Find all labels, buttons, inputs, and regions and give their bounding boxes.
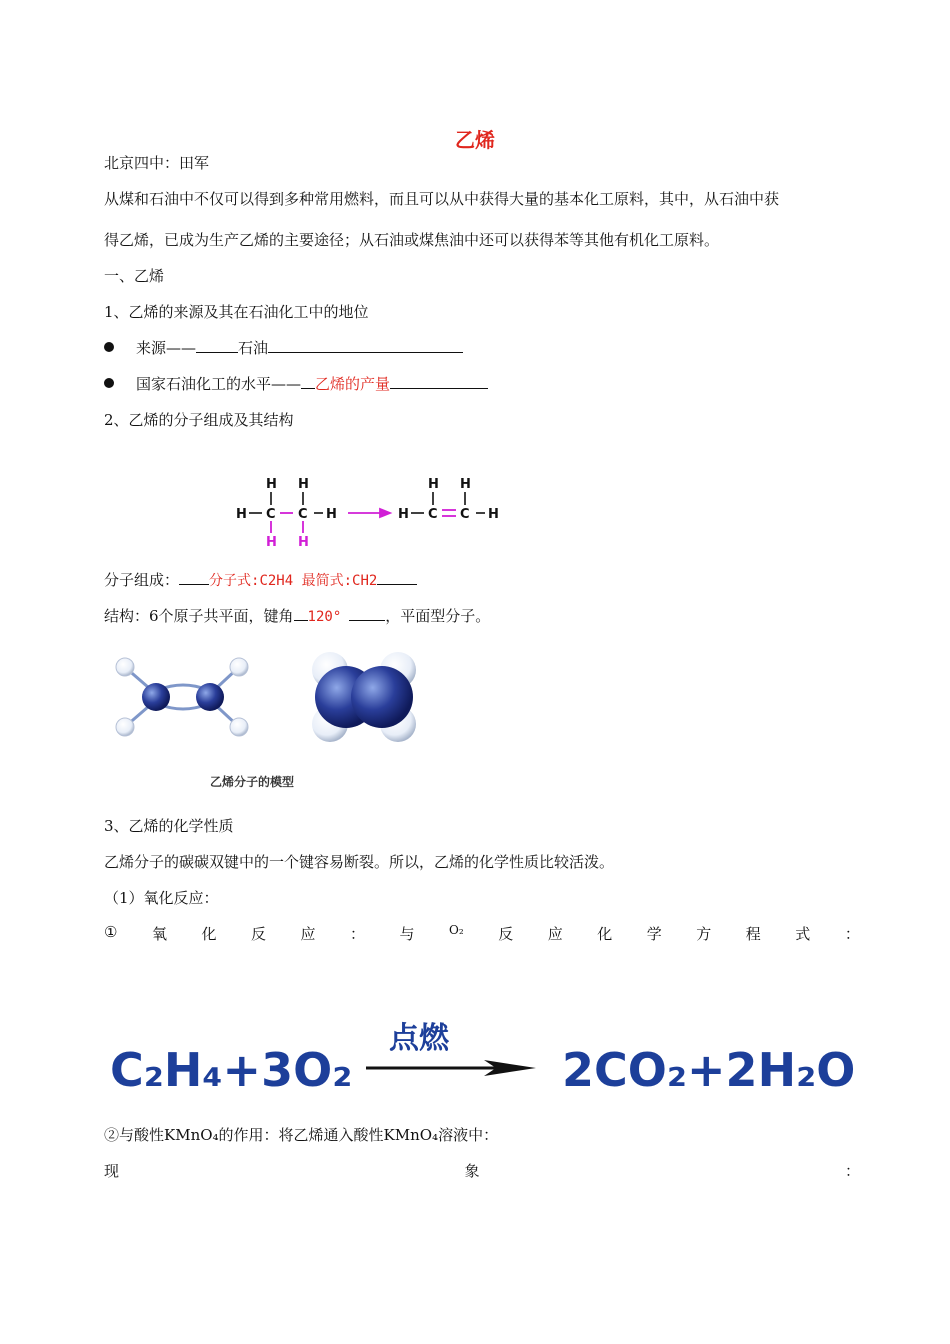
chemical-properties-text: 乙烯分子的碳碳双键中的一个键容易断裂。所以，乙烯的化学性质比较活泼。 xyxy=(104,853,615,871)
reaction-char: 化 xyxy=(201,925,217,943)
phenomenon-char: ： xyxy=(844,1162,860,1180)
atom-h: H xyxy=(326,507,337,522)
bullet-dot xyxy=(104,378,114,388)
bullet-source-label: 来源—— xyxy=(136,339,197,357)
structure-tail: ，平面型分子。 xyxy=(385,607,491,625)
subheading-structure: 2、乙烯的分子组成及其结构 xyxy=(104,411,294,429)
subheading-chemical-properties: 3、乙烯的化学性质 xyxy=(104,817,234,835)
intro-line-1: 从煤和石油中不仅可以得到多种常用燃料，而且可以从中获得大量的基本化工原料，其中，从石油中获 xyxy=(104,190,780,208)
author-line: 北京四中：田军 xyxy=(104,154,210,172)
reaction-char: ： xyxy=(844,925,860,943)
section-heading-ethylene: 一、乙烯 xyxy=(104,267,165,285)
atom-c: C xyxy=(460,507,470,522)
atom-h: H xyxy=(488,507,499,522)
fill-blank xyxy=(377,569,417,585)
atom-h: H xyxy=(428,477,439,492)
page-title: 乙烯 xyxy=(455,128,495,152)
bond-angle-answer: 120° xyxy=(307,609,342,625)
atom-c: C xyxy=(298,507,308,522)
reaction-char: 方 xyxy=(696,925,712,943)
reaction-char: 式 xyxy=(795,925,811,943)
reaction-line-1 xyxy=(104,923,860,944)
reaction-char: 化 xyxy=(597,925,613,943)
reaction-char: O₂ xyxy=(449,923,464,937)
reaction-char: 程 xyxy=(745,925,761,943)
ethylene-molecule-models xyxy=(108,648,428,798)
reaction-char: 氧 xyxy=(151,925,167,943)
reaction-char: 反 xyxy=(250,925,266,943)
composition-label: 分子组成： xyxy=(104,571,180,589)
atom-h-removed: H xyxy=(298,535,309,550)
equation-reactants: C₂H₄+3O₂ xyxy=(110,1043,353,1097)
space-filling-model xyxy=(312,652,416,742)
model-caption: 乙烯分子的模型 xyxy=(210,775,295,789)
reaction-char: ： xyxy=(350,925,366,943)
atom-h: H xyxy=(236,507,247,522)
ethylene-structure-diagram xyxy=(230,470,510,552)
bullet-level xyxy=(104,373,488,394)
equation-products: 2CO₂+2H₂O xyxy=(562,1043,856,1097)
kmno4-line: ②与酸性KMnO₄的作用：将乙烯通入酸性KMnO₄溶液中： xyxy=(104,1126,499,1144)
fill-blank xyxy=(294,605,308,621)
composition-answer: 分子式:C2H4 最简式:CH2 xyxy=(209,573,378,589)
fill-blank xyxy=(349,605,385,621)
phenomenon-char: 现 xyxy=(104,1162,120,1180)
reaction-char: 应 xyxy=(547,925,563,943)
structure-line xyxy=(104,605,490,626)
bullet-level-answer: 乙烯的产量 xyxy=(315,375,391,393)
atom-c: C xyxy=(428,507,438,522)
subheading-source: 1、乙烯的来源及其在石油化工中的地位 xyxy=(104,303,369,321)
fill-blank xyxy=(390,373,488,389)
fill-blank xyxy=(179,569,209,585)
atom-c: C xyxy=(266,507,276,522)
reaction-char: 应 xyxy=(300,925,316,943)
reaction-char: 学 xyxy=(646,925,662,943)
atom-h: H xyxy=(298,477,309,492)
fill-blank xyxy=(301,373,315,389)
atom-h: H xyxy=(460,477,471,492)
intro-line-2: 得乙烯，已成为生产乙烯的主要途径；从石油或煤焦油中还可以获得苯等其他有机化工原料。 xyxy=(104,231,720,249)
oxidation-heading: （1）氧化反应： xyxy=(104,889,219,907)
ball-and-stick-model xyxy=(116,658,248,736)
bullet-source-answer: 石油 xyxy=(238,339,269,357)
fill-blank xyxy=(268,337,463,353)
bullet-level-label: 国家石油化工的水平—— xyxy=(136,375,302,393)
reaction-char: 与 xyxy=(399,925,415,943)
atom-h: H xyxy=(398,507,409,522)
fill-blank xyxy=(196,337,238,353)
atom-h-removed: H xyxy=(266,535,277,550)
structure-label: 结构：6个原子共平面，键角 xyxy=(104,607,294,625)
bullet-source xyxy=(104,337,463,358)
composition-line xyxy=(104,569,417,590)
atom-h: H xyxy=(266,477,277,492)
reaction-condition: 点燃 xyxy=(389,1021,449,1056)
reaction-char: 反 xyxy=(498,925,514,943)
reaction-char: ① xyxy=(104,923,118,941)
phenomenon-line xyxy=(104,1160,860,1181)
phenomenon-char: 象 xyxy=(464,1162,480,1180)
bullet-dot xyxy=(104,342,114,352)
combustion-equation xyxy=(104,1010,864,1100)
